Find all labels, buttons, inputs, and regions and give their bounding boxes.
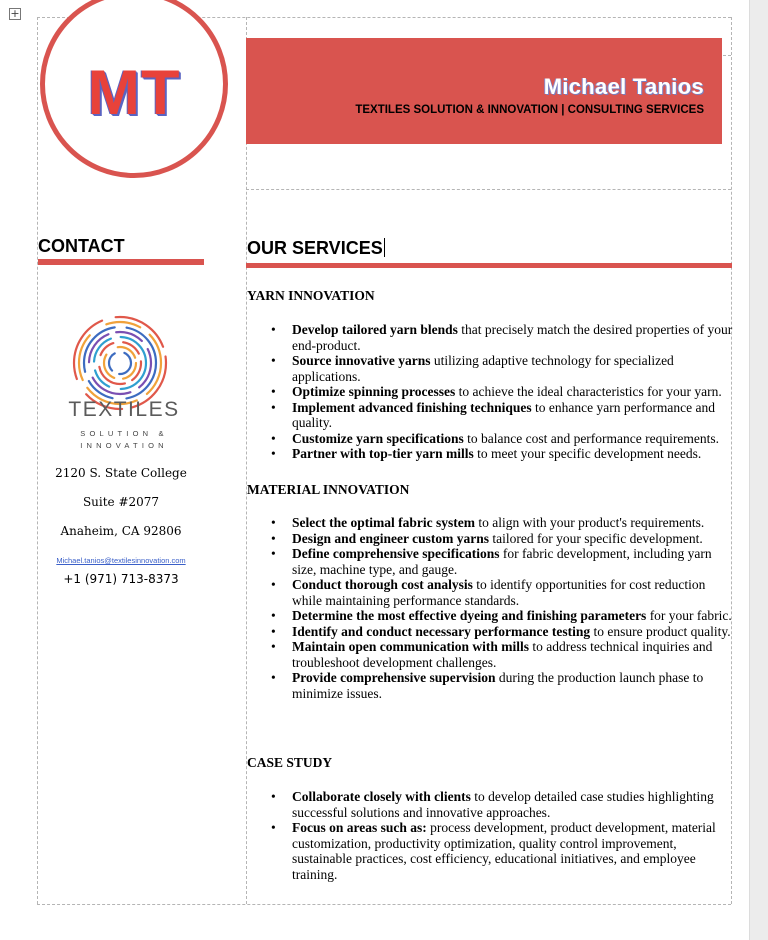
service-item-bold: Determine the most effective dyeing and finishing parameters — [292, 608, 647, 623]
service-item-text: to align with your product's requirements. — [474, 515, 705, 530]
services-heading-text: OUR SERVICES — [247, 238, 383, 258]
service-item-bold: Conduct thorough cost analysis — [292, 577, 473, 592]
header-name: Michael Tanios — [543, 74, 704, 99]
service-item-text: to address technical inquiries and troubleshoot development challenges. — [292, 639, 713, 670]
service-item-bold: Design and engineer custom yarns — [292, 530, 490, 546]
service-item-text: to enhance yarn performance and quality. — [292, 399, 715, 430]
initials-logo — [40, 0, 228, 178]
service-item-bold: Implement advanced finishing techniques — [292, 399, 532, 415]
service-item — [292, 531, 734, 547]
service-item-bold: Focus on areas such as: — [292, 820, 427, 835]
service-list — [292, 789, 734, 882]
grid-line — [246, 189, 731, 190]
service-item — [292, 670, 734, 701]
service-item-bold: Maintain open communication with mills — [292, 639, 530, 654]
service-item-text: to balance cost and performance requirements. — [463, 430, 719, 446]
brand-subtitle-line: SOLUTION & — [80, 429, 168, 438]
section-title: CASE STUDY — [247, 755, 333, 770]
section-title: MATERIAL INNOVATION — [247, 482, 410, 497]
text-cursor — [384, 238, 385, 257]
service-item-text: for fabric development, including yarn size, machine type, and gauge. — [292, 546, 712, 577]
service-item — [292, 577, 734, 608]
brand-wordmark: TEXTILES — [68, 398, 180, 421]
service-item-bold: Develop tailored yarn blends — [292, 322, 458, 337]
address-line: Anaheim, CA 92806 — [60, 524, 182, 538]
address-line: Suite #2077 — [82, 495, 160, 509]
service-item — [292, 400, 734, 431]
service-list — [292, 322, 734, 462]
service-item-text: to ensure product quality. — [590, 623, 731, 639]
service-item-text: to achieve the ideal characteristics for your yarn. — [455, 384, 722, 399]
service-item-text: for your fabric. — [646, 608, 732, 623]
service-item-text: that precisely match the desired properties of your end-product. — [292, 322, 733, 353]
service-item-text: to identify opportunities for cost reduction while maintaining performance standards. — [292, 577, 706, 608]
service-item-bold: Collaborate closely with clients — [292, 789, 471, 804]
service-item-bold: Define comprehensive specifications — [292, 546, 500, 561]
contact-heading: CONTACT — [38, 236, 125, 256]
service-item-text: utilizing adaptive technology for specialized applications. — [292, 353, 674, 384]
page-edge — [749, 0, 768, 940]
email-link[interactable]: Michael.tanios@textilesinnovation.com — [56, 556, 186, 565]
service-item-text: tailored for your specific development. — [489, 530, 703, 546]
service-item-text: during the production launch phase to minimize issues. — [292, 670, 704, 701]
contact-underline — [38, 259, 204, 265]
service-item — [292, 431, 734, 447]
service-item — [292, 820, 734, 882]
service-item-text: to meet your specific development needs. — [473, 446, 702, 461]
brand-subtitle-line: INNOVATION — [80, 441, 168, 450]
service-item-bold: Optimize spinning processes — [292, 384, 456, 399]
service-item — [292, 446, 734, 462]
service-item — [292, 546, 734, 577]
brand-subtitle — [38, 428, 210, 452]
service-item — [292, 515, 734, 531]
service-item-bold: Identify and conduct necessary performance testing — [292, 623, 591, 639]
service-item-bold: Provide comprehensive supervision — [292, 670, 496, 685]
service-item — [292, 353, 734, 384]
service-item-text: to develop detailed case studies highlighting successful solutions and innovative approaches. — [292, 789, 714, 820]
service-item-bold: Partner with top-tier yarn mills — [292, 446, 474, 461]
service-item — [292, 624, 734, 640]
service-item-bold: Customize yarn specifications — [292, 430, 464, 446]
service-item — [292, 384, 734, 400]
header-banner — [246, 38, 722, 144]
services-heading[interactable] — [247, 238, 385, 259]
header-tagline: TEXTILES SOLUTION & INNOVATION | CONSULTING SERVICES — [355, 104, 704, 116]
services-underline — [246, 263, 732, 268]
service-list — [292, 515, 734, 701]
service-item — [292, 608, 734, 624]
section-title: YARN INNOVATION — [247, 288, 375, 303]
grid-line — [37, 17, 38, 904]
service-item — [292, 322, 734, 353]
grid-line — [37, 904, 731, 905]
address-line: 2120 S. State College — [55, 466, 187, 480]
service-item-bold: Select the optimal fabric system — [292, 515, 475, 530]
table-move-handle-icon[interactable]: + — [10, 7, 20, 20]
service-item-text: process development, product development, material customization, productivity optimization, quality control improvement, sustainable practices, cost efficiency, educational initiatives, and employee training. — [292, 820, 716, 882]
service-item — [292, 639, 734, 670]
initials-text: MT — [87, 58, 181, 128]
phone-number: +1 (971) 713-8373 — [63, 572, 179, 586]
service-item — [292, 789, 734, 820]
service-item-bold: Source innovative yarns — [292, 353, 431, 368]
